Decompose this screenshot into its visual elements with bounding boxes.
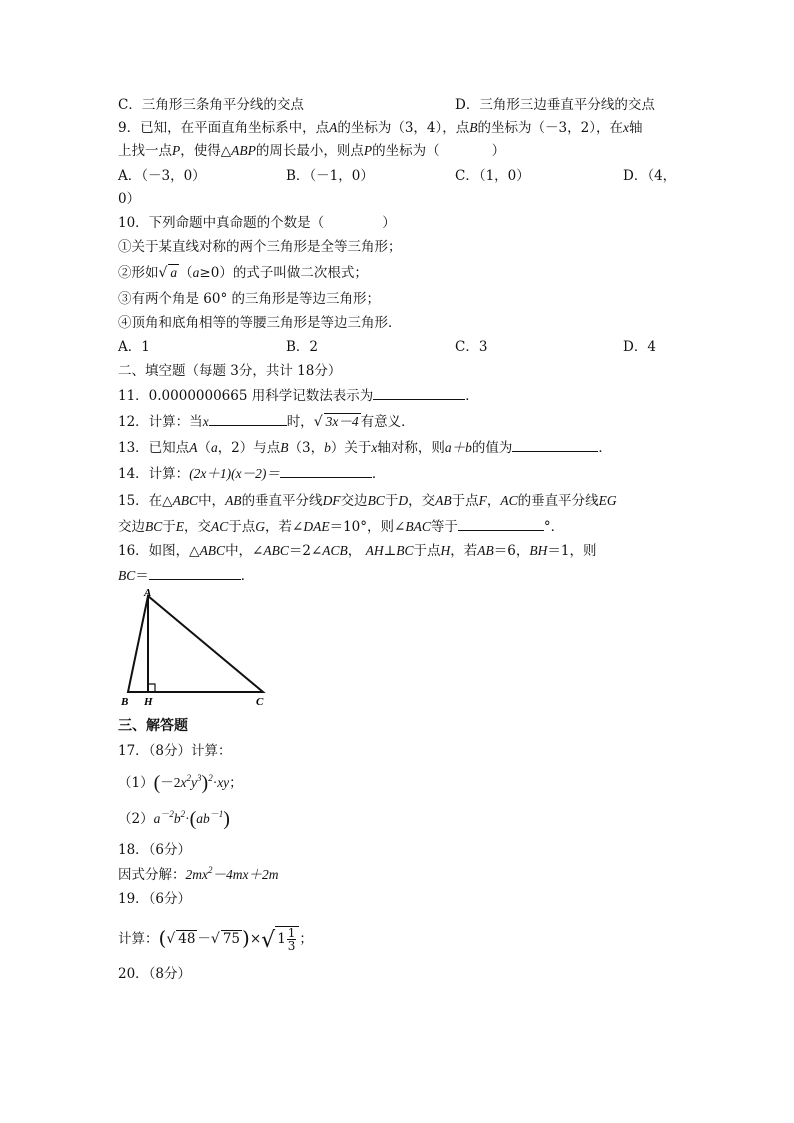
q14-answer-blank bbox=[280, 463, 372, 478]
figure-label-a: A bbox=[144, 587, 152, 599]
q19-stem: 19．（6分） bbox=[118, 891, 192, 907]
q11: 11．0.0000000665 用科学记数法表示为 ． bbox=[118, 385, 479, 406]
section-3-heading: 三、解答题 bbox=[118, 718, 188, 734]
q10-option-d: D．4 bbox=[623, 339, 656, 355]
q10-stem: 10．下列命题中真命题的个数是（ ） bbox=[118, 215, 396, 231]
q8-option-d: D．三角形三边垂直平分线的交点 bbox=[455, 97, 655, 113]
q15-line2: 交边BC于E，交AC于点G，若∠DAE＝10°，则∠BAC等于 °． bbox=[118, 516, 564, 537]
q9-option-d-cont: 0） bbox=[118, 191, 141, 207]
q13: 13．已知点A（a，2）与点B（3，b）关于x轴对称，则a＋b的值为 ． bbox=[118, 437, 612, 458]
q16-answer-blank bbox=[149, 565, 241, 580]
q17-stem: 17．（8分）计算： bbox=[118, 743, 232, 759]
q10-statement-4: ④顶角和底角相等的等腰三角形是等边三角形． bbox=[118, 315, 402, 331]
q10-statement-1: ①关于某直线对称的两个三角形是全等三角形； bbox=[118, 239, 402, 255]
q13-answer-blank bbox=[512, 437, 598, 452]
q9-option-c: C．（1，0） bbox=[455, 168, 530, 184]
q18-stem: 18．（6分） bbox=[118, 842, 192, 858]
q11-answer-blank bbox=[373, 385, 465, 400]
section-2-heading: 二、填空题（每题 3分，共计 18分） bbox=[118, 363, 342, 379]
q9-option-a: A．（－3，0） bbox=[118, 168, 206, 184]
figure-label-b: B bbox=[121, 696, 129, 708]
figure-label-h: H bbox=[144, 696, 153, 708]
q9-option-b: B．（－1，0） bbox=[286, 168, 374, 184]
figure-label-c: C bbox=[256, 696, 264, 708]
triangle-figure bbox=[115, 586, 275, 710]
q17-part1: $(1)(-2x^2y^3)^2\cdot xy$； bbox=[118, 772, 243, 794]
q14: 14．计算：(2x＋1)(x－2)＝ ． bbox=[118, 463, 385, 484]
q15-answer-blank bbox=[458, 516, 544, 531]
q9-option-d: D．（4， bbox=[623, 168, 677, 184]
q18-body: 因式分解：$2mx^2-4mx+2m$ bbox=[118, 865, 279, 883]
q17-part2: $(2)a^{-2}b^2\cdot(ab^{-1})$ bbox=[118, 808, 230, 830]
q9-line1: 9．已知，在平面直角坐标系中，点A的坐标为（3，4），点B的坐标为（－3，2），在x轴 bbox=[118, 120, 643, 136]
q10-option-a: A．1 bbox=[118, 339, 150, 355]
q12-answer-blank bbox=[209, 411, 287, 426]
q15-line1: 15．在△ABC中，AB的垂直平分线DF交边BC于D，交AB于点F，AC的垂直平分线EG bbox=[118, 493, 617, 509]
q10-option-c: C．3 bbox=[455, 339, 488, 355]
q8-option-c: C．三角形三条角平分线的交点 bbox=[118, 97, 304, 113]
q20-stem: 20．（8分） bbox=[118, 966, 192, 982]
q10-option-b: B．2 bbox=[286, 339, 319, 355]
q16-line1: 16．如图，△ABC中，∠ABC＝2∠ACB， AH⊥BC于点H，若AB＝6，BH＝1，则 bbox=[118, 543, 597, 559]
q9-line2: 上找一点P，使得△ABP的周长最小，则点P的坐标为（ ） bbox=[118, 143, 506, 159]
q10-statement-3: ③有两个角是 60° 的三角形是等边三角形； bbox=[118, 291, 381, 307]
q12: 12．计算：当x 时，√ 3x－4 有意义． bbox=[118, 411, 415, 432]
q10-statement-2: ②形如√ a （a≥0）的式子叫做二次根式； bbox=[118, 265, 368, 281]
q19-body: 计算：(√ 48 －√ 75 )×√ 1 $\frac{1}{3}$ ； bbox=[118, 926, 313, 953]
q16-line2: BC＝ ． bbox=[118, 565, 254, 586]
